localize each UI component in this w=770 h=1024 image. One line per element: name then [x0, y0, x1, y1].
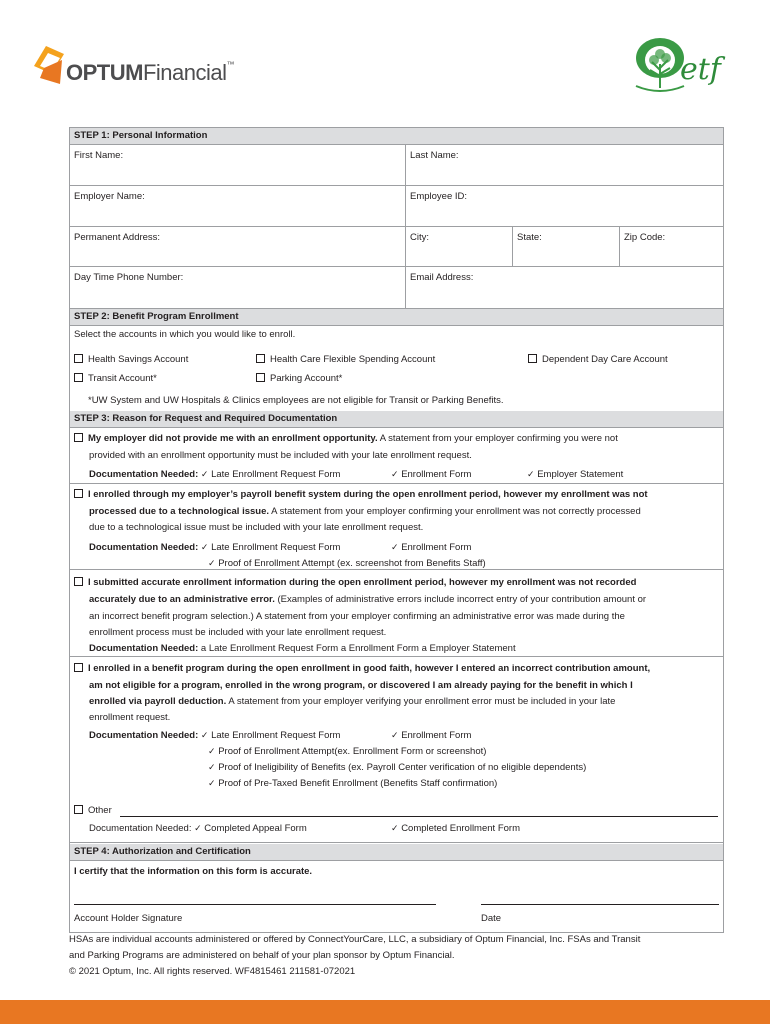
- transit-checkbox[interactable]: [74, 373, 83, 382]
- reason3-line4: enrollment process must be included with your late enrollment request.: [89, 627, 387, 638]
- etf-logo-text: etf: [680, 52, 721, 87]
- optum-financial-logo: OPTUMFinancial™: [66, 60, 234, 85]
- reason1-line1: [74, 433, 618, 445]
- zip-code-field[interactable]: Zip Code:: [619, 227, 723, 266]
- reason1-doc-2: ✓ Enrollment Form: [391, 469, 472, 480]
- reason2-line1: I enrolled through my employer’s payroll benefit system during the open enrollment period, however my enrollment was not: [74, 489, 648, 501]
- signature-label: Account Holder Signature: [74, 913, 183, 924]
- reason4-block: [70, 657, 723, 799]
- first-name-field[interactable]: First Name:: [74, 150, 124, 161]
- other-checkbox[interactable]: [74, 805, 83, 814]
- footer-line1: HSAs are individual accounts administered or offered by ConnectYourCare, LLC, a subsidiary of Optum Financial, Inc. FSAs and Transit: [69, 934, 641, 945]
- other-block: [70, 799, 723, 843]
- dcfsa-label: Dependent Day Care Account: [542, 354, 668, 365]
- enrollment-form: [69, 127, 724, 933]
- reason1-bold: My employer did not provide me with an enrollment opportunity.: [88, 433, 378, 444]
- reason2-block: [70, 484, 723, 570]
- reason3-checkbox[interactable]: [74, 577, 83, 586]
- other-input-line[interactable]: [120, 816, 718, 817]
- reason1-doc-3: ✓ Employer Statement: [527, 469, 624, 480]
- hcfsa-label: Health Care Flexible Spending Account: [270, 354, 436, 365]
- permanent-address-field[interactable]: Permanent Address:: [74, 232, 161, 243]
- parking-checkbox[interactable]: [256, 373, 265, 382]
- parking-option[interactable]: [256, 373, 342, 385]
- other-option[interactable]: [74, 805, 112, 817]
- reason4-doc-5: ✓ Proof of Pre-Taxed Benefit Enrollment (Benefits Staff confirmation): [208, 778, 498, 789]
- reason3-block: [70, 570, 723, 657]
- other-docs-label: Documentation Needed: ✓ Completed Appeal Form: [89, 823, 307, 834]
- reason1-block: [70, 428, 723, 484]
- other-label: Other: [88, 805, 112, 816]
- reason3-line1: I submitted accurate enrollment information during the open enrollment period, however my enrollment was not recorded: [74, 577, 636, 589]
- date-line[interactable]: [481, 904, 719, 905]
- reason3-docs: Documentation Needed: a Late Enrollment Request Form a Enrollment Form a Employer Statement: [89, 643, 516, 654]
- transit-label: Transit Account*: [88, 373, 157, 384]
- parking-label: Parking Account*: [270, 373, 343, 384]
- footer-orange-bar: [0, 1000, 770, 1024]
- step1-row-employer: [70, 186, 723, 227]
- employee-id-field[interactable]: Employee ID:: [405, 186, 723, 226]
- reason4-line3: enrolled via payroll deduction. A statement from your employer verifying your enrollment error must be included in your late: [89, 696, 616, 707]
- phone-field[interactable]: Day Time Phone Number:: [74, 272, 184, 283]
- reason4-docs-label: Documentation Needed: ✓ Late Enrollment Request Form: [89, 730, 341, 741]
- reason1-line2: provided with an enrollment opportunity must be included with your late enrollment request.: [89, 450, 472, 461]
- step1-row-name: [70, 145, 723, 186]
- state-field[interactable]: State:: [512, 227, 619, 266]
- hsa-label: Health Savings Account: [88, 354, 189, 365]
- footer-line2: and Parking Programs are administered on behalf of your plan sponsor by Optum Financial.: [69, 950, 455, 961]
- reason2-line2: processed due to a technological issue. A statement from your employer confirming your enrollment was not correctly processed: [89, 506, 641, 517]
- reason1-checkbox[interactable]: [74, 433, 83, 442]
- hsa-checkbox[interactable]: [74, 354, 83, 363]
- reason4-line4: enrollment request.: [89, 712, 171, 723]
- reason1-rest: A statement from your employer confirming you were not: [377, 433, 618, 444]
- certify-statement: I certify that the information on this form is accurate.: [74, 866, 313, 877]
- date-label: Date: [481, 913, 502, 924]
- dcfsa-checkbox[interactable]: [528, 354, 537, 363]
- step2-instruction: Select the accounts in which you would like to enroll.: [74, 329, 296, 340]
- reason4-doc-3: ✓ Proof of Enrollment Attempt(ex. Enrollment Form or screenshot): [208, 746, 487, 757]
- step1-row-contact: [70, 267, 723, 309]
- email-field[interactable]: Email Address:: [405, 267, 723, 308]
- step2-body: [70, 326, 723, 418]
- step3-header: STEP 3: Reason for Request and Required Documentation: [70, 411, 723, 428]
- other-doc-2: ✓ Completed Enrollment Form: [391, 823, 520, 834]
- hcfsa-option[interactable]: [256, 354, 435, 366]
- reason3-line2: accurately due to an administrative error. (Examples of administrative errors include incorrect entry of your contribution amount or: [89, 594, 647, 605]
- transit-option[interactable]: [74, 373, 157, 385]
- last-name-field[interactable]: Last Name:: [405, 145, 723, 185]
- reason3-line3: an incorrect benefit program selection.) A statement from your employer confirming an administrative error was made during the: [89, 611, 625, 622]
- reason2-line3: due to a technological issue must be included with your late enrollment request.: [89, 522, 424, 533]
- step2-header: STEP 2: Benefit Program Enrollment: [70, 309, 723, 326]
- reason4-doc-4: ✓ Proof of Ineligibility of Benefits (ex. Payroll Center verification of no eligible dependents): [208, 762, 587, 773]
- reason2-checkbox[interactable]: [74, 489, 83, 498]
- step4-body: [70, 861, 723, 933]
- step1-header: STEP 1: Personal Information: [70, 128, 723, 145]
- reason2-docs-label: Documentation Needed: ✓ Late Enrollment Request Form: [89, 542, 341, 553]
- reason4-line2: am not eligible for a program, enrolled in the wrong program, or discovered I am already paying for the benefit in which I: [89, 680, 633, 691]
- reason4-checkbox[interactable]: [74, 663, 83, 672]
- step4-header: STEP 4: Authorization and Certification: [70, 844, 723, 861]
- dcfsa-option[interactable]: [528, 354, 668, 366]
- signature-line[interactable]: [74, 904, 436, 905]
- page-header: [0, 0, 770, 120]
- reason4-doc-2: ✓ Enrollment Form: [391, 730, 472, 741]
- reason1-docs-label: Documentation Needed: ✓ Late Enrollment Request Form: [89, 469, 341, 480]
- reason2-doc-3: ✓ Proof of Enrollment Attempt (ex. screenshot from Benefits Staff): [208, 558, 486, 569]
- reason4-line1: I enrolled in a benefit program during the open enrollment in good faith, however I entered an incorrect contribution amount,: [74, 663, 650, 675]
- hsa-option[interactable]: [74, 354, 188, 366]
- employer-name-field[interactable]: Employer Name:: [74, 191, 145, 202]
- footer-copyright: © 2021 Optum, Inc. All rights reserved. WF4815461 211581-072021: [69, 966, 356, 977]
- step1-row-address: [70, 227, 723, 267]
- step2-note: *UW System and UW Hospitals & Clinics employees are not eligible for Transit or Parking Benefits.: [88, 395, 504, 406]
- city-field[interactable]: City:: [405, 227, 512, 266]
- reason2-doc-2: ✓ Enrollment Form: [391, 542, 472, 553]
- hcfsa-checkbox[interactable]: [256, 354, 265, 363]
